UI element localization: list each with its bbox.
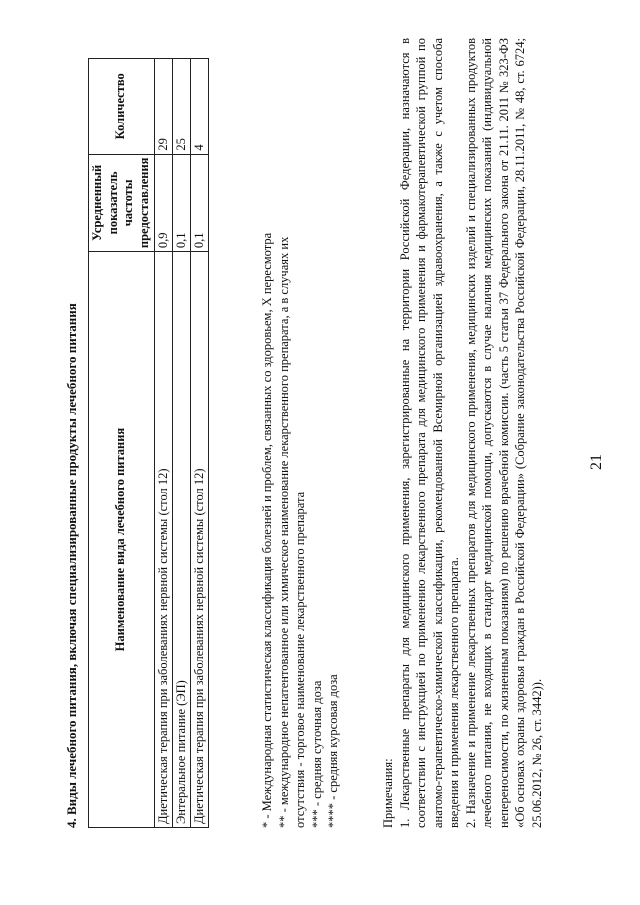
- note-item-2: 2. Назначение и применение лекарственных препаратов для медицинского применения, медицинских изделий и специализированных продуктов лечебного питания, не входящих в стандарт медицинской помощи, допускаются в случае наличия медицинских показаний (индивидуальной непереносимости, по жизненным показаниям) по решению врачебной комиссии. (часть 5 статьи 37 Федерального закона от 21.11. 2011 № 323-ФЗ «Об основах охраны здоровья граждан в Российской Федерации» (Собрание законодательства Российской Федерации, 28.11.2011, № 48, ст. 6724; 25.06.2012, № 26, ст. 3442)).: [463, 38, 544, 828]
- table-row: [154, 59, 172, 828]
- notes-heading: Примечания:: [381, 758, 395, 828]
- notes-section: [380, 38, 545, 828]
- row-frequency: 0,9: [154, 154, 172, 252]
- row-frequency: 0,1: [190, 154, 208, 252]
- row-name: Энтеральное питание (ЭП): [172, 252, 190, 828]
- footnote-icd: * - Международная статистическая классификация болезней и проблем, связанных со здоровьем, X пересмотра: [260, 232, 274, 828]
- row-name: Диетическая терапия при заболеваниях нервной системы (стол 12): [154, 252, 172, 828]
- footnote-inn-cont: отсутствия - торговое наименование лекарственного препарата: [293, 491, 307, 828]
- clinical-nutrition-table: [88, 58, 209, 828]
- row-quantity: 29: [154, 59, 172, 155]
- header-name: Наименование вида лечебного питания: [89, 252, 155, 828]
- row-frequency: 0,1: [172, 154, 190, 252]
- row-quantity: 4: [190, 59, 208, 155]
- note-item-1: 1. Лекарственные препараты для медицинского применения, зарегистрированные на территории Российской Федерации, назначаются в соответствии с инструкцией по применению лекарственного препарата для медицинского применения и фармакотерапевтической группой по анатомо-терапевтическо-химической классификации, рекомендованной Всемирной организацией здравоохранения, а также с учетом способа введения и применения лекарственного препарата.: [397, 38, 461, 828]
- footnotes: [259, 48, 342, 828]
- section-title: 4. Виды лечебного питания, включая специализированные продукты лечебного питания: [64, 303, 79, 828]
- row-quantity: 25: [172, 59, 190, 155]
- table-row: [172, 59, 190, 828]
- footnote-daily-dose: *** - средняя суточная доза: [309, 680, 324, 828]
- table-row: [190, 59, 208, 828]
- page-number: 21: [588, 454, 605, 470]
- row-name: Диетическая терапия при заболеваниях нервной системы (стол 12): [190, 252, 208, 828]
- footnote-course-dose: **** - средняя курсовая доза: [326, 674, 340, 828]
- header-frequency: Усредненный показатель частоты предоставления: [89, 154, 155, 252]
- header-quantity: Количество: [89, 59, 155, 155]
- table-header-row: [89, 59, 155, 828]
- footnote-inn: ** - международное непатентованное или химическое наименование лекарственного препарата, а в случаях их: [276, 236, 291, 828]
